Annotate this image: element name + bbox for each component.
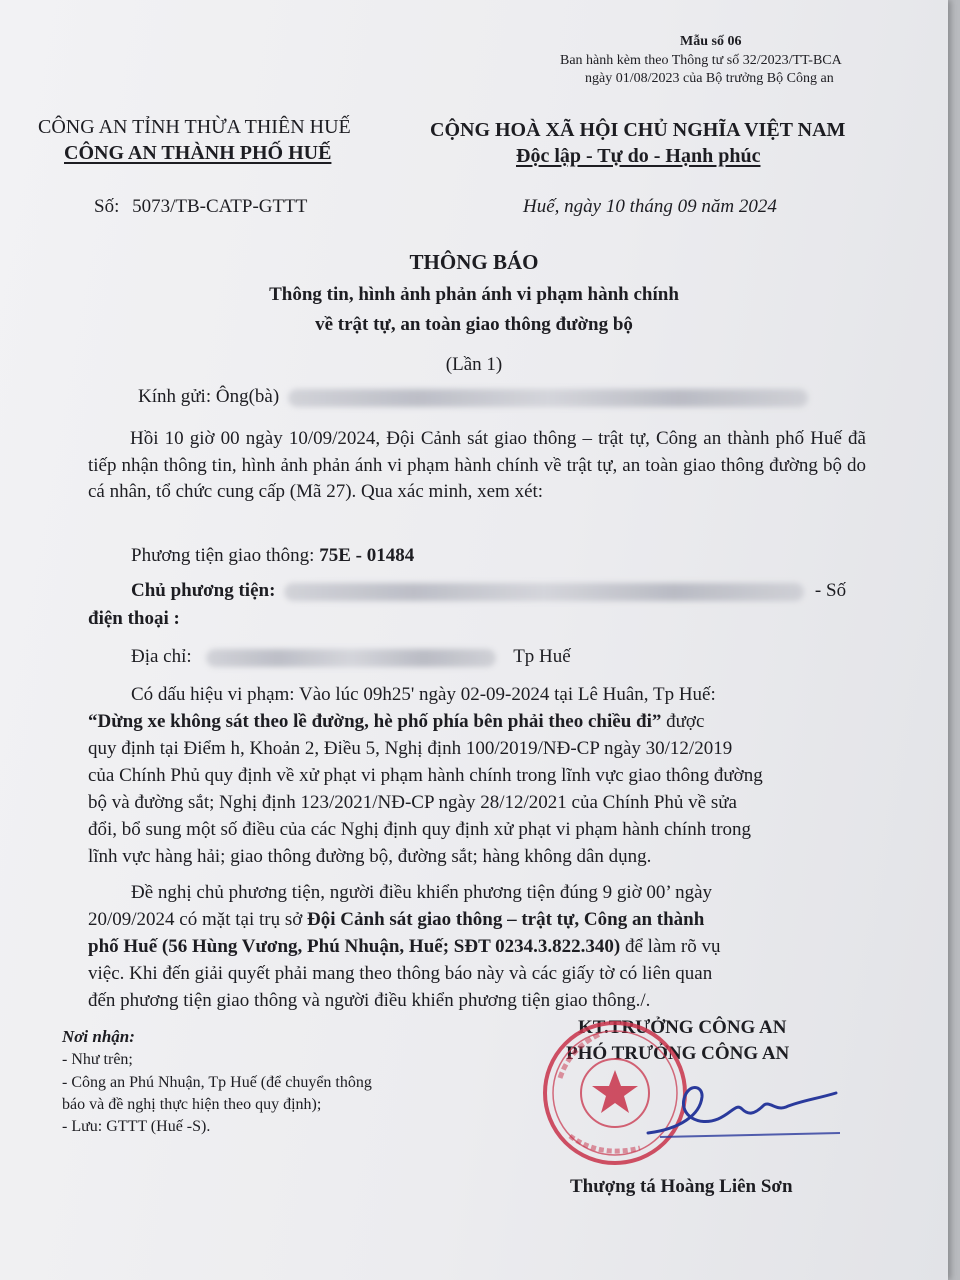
redacted-name	[288, 389, 808, 407]
request-line-1: Đề nghị chủ phương tiện, người điều khiển phương tiện đúng 9 giờ 00’ ngày	[131, 882, 713, 903]
signer-name: Thượng tá Hoàng Liên Sơn	[570, 1176, 793, 1197]
violation-lead: Có dấu hiệu vi phạm: Vào lúc 09h25' ngày 02-09-2024 tại Lê Huân, Tp Huế:	[131, 684, 716, 705]
national-motto: Độc lập - Tự do - Hạnh phúc	[516, 145, 761, 167]
address-label: Địa chỉ:	[131, 646, 192, 667]
document-subtitle-1: Thông tin, hình ảnh phản ánh vi phạm hành chính	[269, 284, 679, 305]
recipient-2b: báo và đề nghị thực hiện theo quy định);	[62, 1096, 322, 1113]
address-city: Tp Huế	[513, 646, 571, 667]
violation-line-7: lĩnh vực hàng hải; giao thông đường bộ, đường sắt; hàng không dân dụng.	[88, 846, 652, 867]
owner-label: Chủ phương tiện:	[131, 580, 276, 601]
redacted-owner	[284, 583, 804, 601]
ref-value: 5073/TB-CATP-GTTT	[132, 196, 308, 217]
address-line	[131, 646, 571, 668]
recipient-2a: - Công an Phú Nhuận, Tp Huế (để chuyển thông	[62, 1074, 372, 1091]
ref-label: Số:	[94, 196, 120, 217]
agency-name: CÔNG AN THÀNH PHỐ HUẾ	[64, 142, 332, 164]
violation-line-5: bộ và đường sắt; Nghị định 123/2021/NĐ-CP ngày 28/12/2021 của Chính Phủ về sửa	[88, 792, 737, 813]
recipient-3: - Lưu: GTTT (Huế -S).	[62, 1118, 211, 1135]
signer-title-1: KT.TRƯỞNG CÔNG AN	[578, 1017, 787, 1038]
violation-line-6: đổi, bổ sung một số điều của các Nghị định quy định xử phạt vi phạm hành chính trong	[88, 819, 752, 840]
request-line-3	[88, 936, 721, 958]
recipient-1: - Như trên;	[62, 1051, 133, 1068]
request-office: Đội Cảnh sát giao thông – trật tự, Công an thành	[307, 909, 705, 930]
handwritten-signature-icon	[640, 1075, 850, 1145]
owner-line	[131, 580, 846, 602]
form-number: Mẫu số 06	[680, 34, 742, 49]
date-place: Huế, ngày 10 tháng 09 năm 2024	[523, 196, 777, 217]
redacted-address	[206, 649, 496, 667]
intro-paragraph: Hồi 10 giờ 00 ngày 10/09/2024, Đội Cảnh sát giao thông – trật tự, Công an thành phố Huế đã tiếp nhận thông tin, hình ảnh phản ánh vi phạm hành chính về trật tự, an toàn giao thông đường bộ do cá nhân, tổ chức cung cấp (Mã 27). Qua xác minh, xem xét:	[88, 428, 866, 502]
violation-line-4: của Chính Phủ quy định về xử phạt vi phạm hành chính trong lĩnh vực giao thông đường	[88, 765, 763, 786]
violation-line-3: quy định tại Điểm h, Khoản 2, Điều 5, Nghị định 100/2019/NĐ-CP ngày 30/12/2019	[88, 738, 733, 759]
request-purpose: để làm rõ vụ	[624, 936, 721, 957]
vehicle-label: Phương tiện giao thông:	[131, 545, 315, 566]
reference-number	[94, 196, 307, 218]
nation-name: CỘNG HOÀ XÃ HỘI CHỦ NGHĨA VIỆT NAM	[430, 119, 846, 141]
phone-label: điện thoại :	[88, 608, 180, 629]
request-line-2	[88, 909, 704, 931]
document-title: THÔNG BÁO	[409, 250, 539, 274]
recipients-heading: Nơi nhận:	[62, 1027, 135, 1046]
request-line-5: đến phương tiện giao thông và người điều khiển phương tiện giao thông./.	[88, 990, 651, 1011]
document-subtitle-2: về trật tự, an toàn giao thông đường bộ	[315, 314, 633, 335]
violation-quote: “Dừng xe không sát theo lề đường, hè phố phía bên phải theo chiều đi”	[88, 711, 662, 732]
agency-parent: CÔNG AN TỈNH THỪA THIÊN HUẾ	[38, 116, 351, 138]
request-office-address: phố Huế (56 Hùng Vương, Phú Nhuận, Huế; SĐT 0234.3.822.340)	[88, 936, 621, 957]
phone-suffix: - Số	[814, 580, 847, 601]
addressee	[138, 386, 808, 408]
signer-title-2: PHÓ TRƯỞNG CÔNG AN	[566, 1043, 790, 1064]
notice-round: (Lần 1)	[445, 354, 503, 375]
violation-quote-line	[88, 711, 704, 733]
license-plate: 75E - 01484	[319, 545, 415, 566]
addressee-label: Kính gửi: Ông(bà)	[138, 386, 280, 407]
form-issued-line: Ban hành kèm theo Thông tư số 32/2023/TT-BCA	[560, 53, 842, 68]
violation-quote-tail: được	[666, 711, 705, 732]
vehicle-line	[131, 545, 414, 567]
request-date: 20/09/2024 có mặt tại trụ sở	[88, 909, 303, 930]
request-line-4: việc. Khi đến giải quyết phải mang theo thông báo này và các giấy tờ có liên quan	[88, 963, 713, 984]
form-issued-date: ngày 01/08/2023 của Bộ trưởng Bộ Công an	[585, 71, 834, 86]
